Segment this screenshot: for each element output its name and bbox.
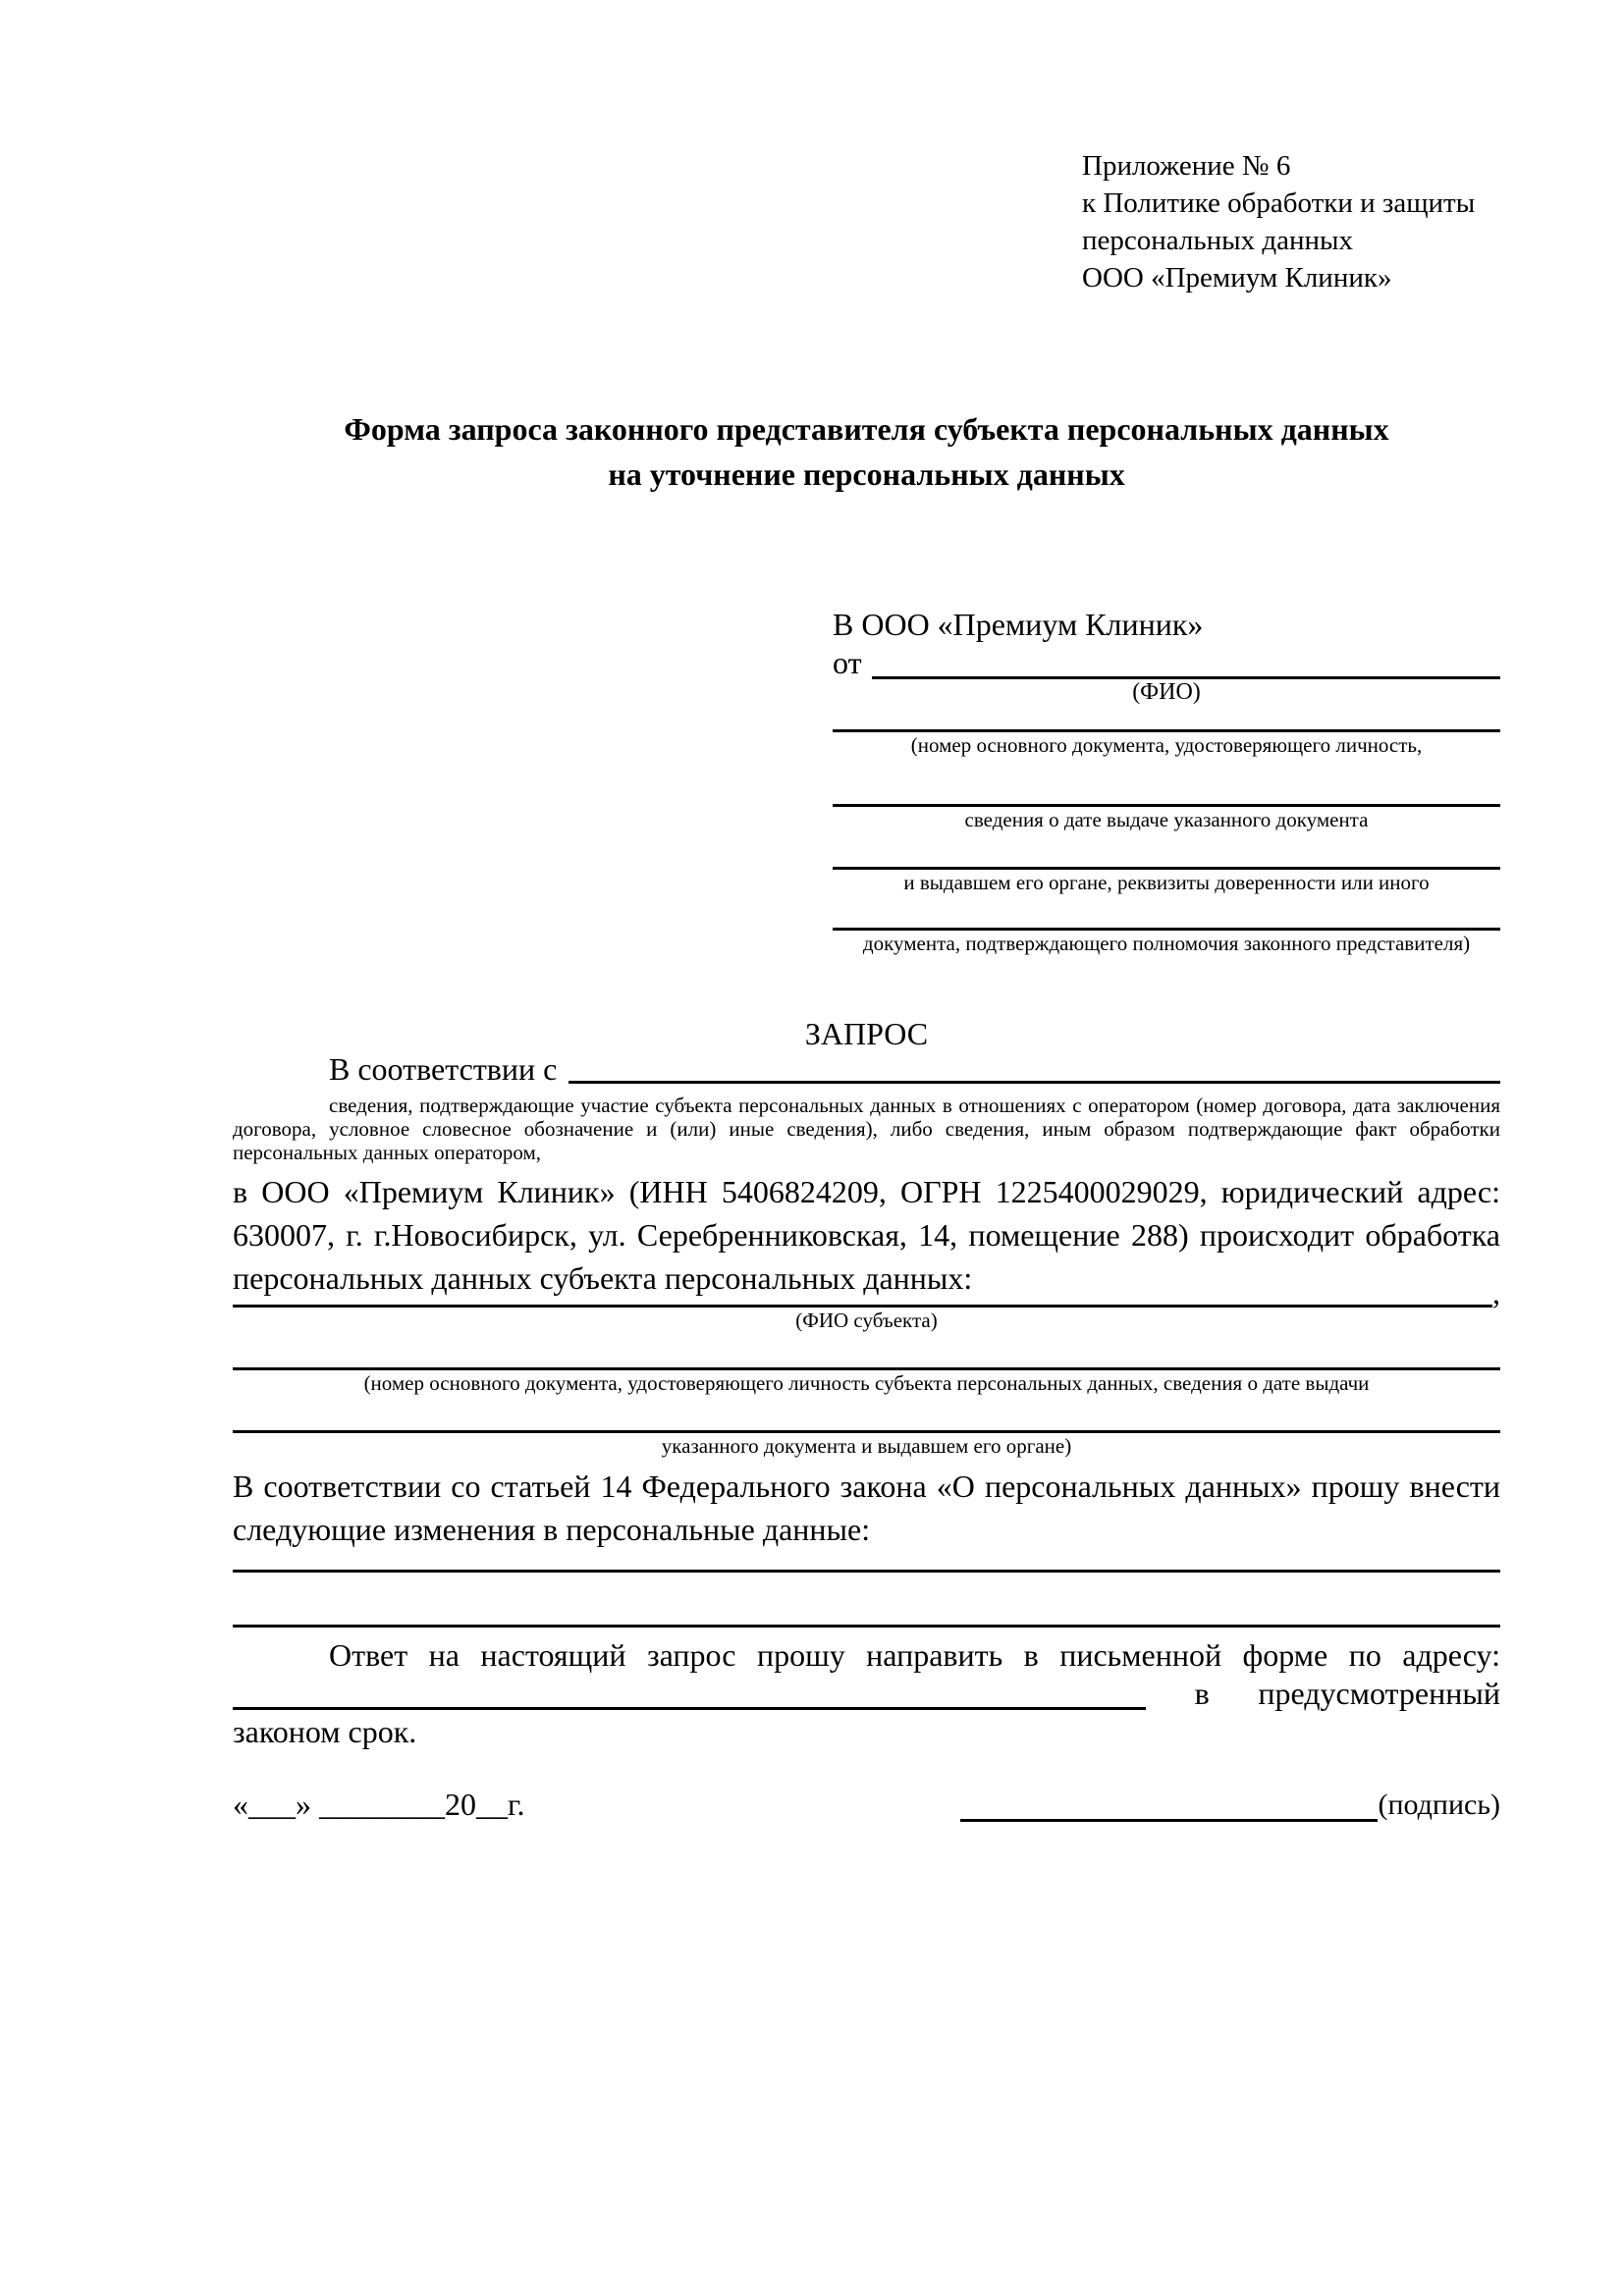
appendix-line-4: ООО «Премиум Клиник» xyxy=(1082,262,1392,294)
subject-document-blank-line xyxy=(233,1333,1500,1370)
issuing-authority-blank-line xyxy=(833,832,1500,870)
addressee-block xyxy=(833,603,1500,956)
document-title-line-2: на уточнение персональных данных xyxy=(608,456,1125,492)
changes-blank-line-1 xyxy=(233,1551,1500,1573)
law-term-text: законом срок. xyxy=(233,1714,417,1749)
accordance-row xyxy=(233,1051,1500,1087)
date-blank-text: «___» ________20__г. xyxy=(233,1787,525,1822)
fio-caption: (ФИО) xyxy=(1132,679,1201,705)
trailing-comma: , xyxy=(1492,1275,1500,1310)
response-word-predusmotrennyj: предусмотренный xyxy=(1258,1676,1500,1711)
document-title-line-1: Форма запроса законного представителя субъекта персональных данных xyxy=(344,411,1389,447)
document-title xyxy=(233,406,1500,497)
authority-document-caption: документа, подтверждающего полномочия законного представителя) xyxy=(862,932,1471,955)
signature-caption: (подпись) xyxy=(1378,1789,1500,1821)
from-fio-blank-line xyxy=(872,646,1500,679)
issue-date-caption: сведения о дате выдаче указанного документа xyxy=(964,808,1369,831)
changes-blank-line-2 xyxy=(233,1573,1500,1628)
addressee-organization: В ООО «Премиум Клиник» xyxy=(833,607,1204,642)
subject-document-caption-1: (номер основного документа, удостоверяющего личность субъекта персональных данных, сведения о дате выдачи xyxy=(363,1371,1370,1395)
subject-document-blank-line-2 xyxy=(233,1396,1500,1433)
subject-fio-caption: (ФИО субъекта) xyxy=(795,1308,938,1332)
appendix-header xyxy=(1082,147,1500,296)
request-heading: ЗАПРОС xyxy=(804,1016,929,1051)
authority-document-blank-line xyxy=(833,895,1500,931)
document-number-blank-line xyxy=(833,705,1500,732)
accordance-blank-line xyxy=(568,1054,1500,1084)
response-address-blank-line xyxy=(233,1677,1146,1710)
response-word-v: в xyxy=(1194,1676,1210,1711)
signature-blank-line xyxy=(960,1792,1378,1822)
article-paragraph: В соответствии со статьей 14 Федерального закона «О персональных данных» прошу внести следующие изменения в персональные данные: xyxy=(233,1468,1500,1547)
document-number-caption: (номер основного документа, удостоверяющего личность, xyxy=(910,733,1423,757)
appendix-line-1: Приложение № 6 xyxy=(1082,150,1291,182)
from-row xyxy=(833,646,1500,679)
from-label: от xyxy=(833,645,862,680)
appendix-line-3: персональных данных xyxy=(1082,225,1354,256)
response-address-row xyxy=(233,1677,1500,1710)
issuing-authority-caption: и выдавшем его органе, реквизиты доверенности или иного xyxy=(903,871,1430,894)
response-paragraph: Ответ на настоящий запрос прошу направить в письменной форме по адресу: xyxy=(329,1637,1500,1673)
signature-group xyxy=(960,1789,1500,1822)
subject-document-caption-2: указанного документа и выдавшем его органе) xyxy=(661,1434,1072,1458)
accordance-footnote: сведения, подтверждающие участие субъекта персональных данных в отношениях с оператором (номер договора, дата заключения договора, условное словесное обозначение и (или) иные сведения), либо сведения, иным образом подтверждающие факт обработки персональных данных оператором, xyxy=(233,1094,1500,1164)
issue-date-blank-line xyxy=(833,758,1500,807)
operator-paragraph: в ООО «Премиум Клиник» (ИНН 5406824209, ОГРН 1225400029029, юридический адрес: 630007, г. г.Новосибирск, ул. Серебренниковская, 14, помещение 288) происходит обработка персональных данных субъекта персональных данных: xyxy=(233,1174,1500,1296)
appendix-line-2: к Политике обработки и защиты xyxy=(1082,187,1476,219)
accordance-label: В соответствии с xyxy=(329,1051,558,1087)
footer-row xyxy=(233,1787,1500,1822)
